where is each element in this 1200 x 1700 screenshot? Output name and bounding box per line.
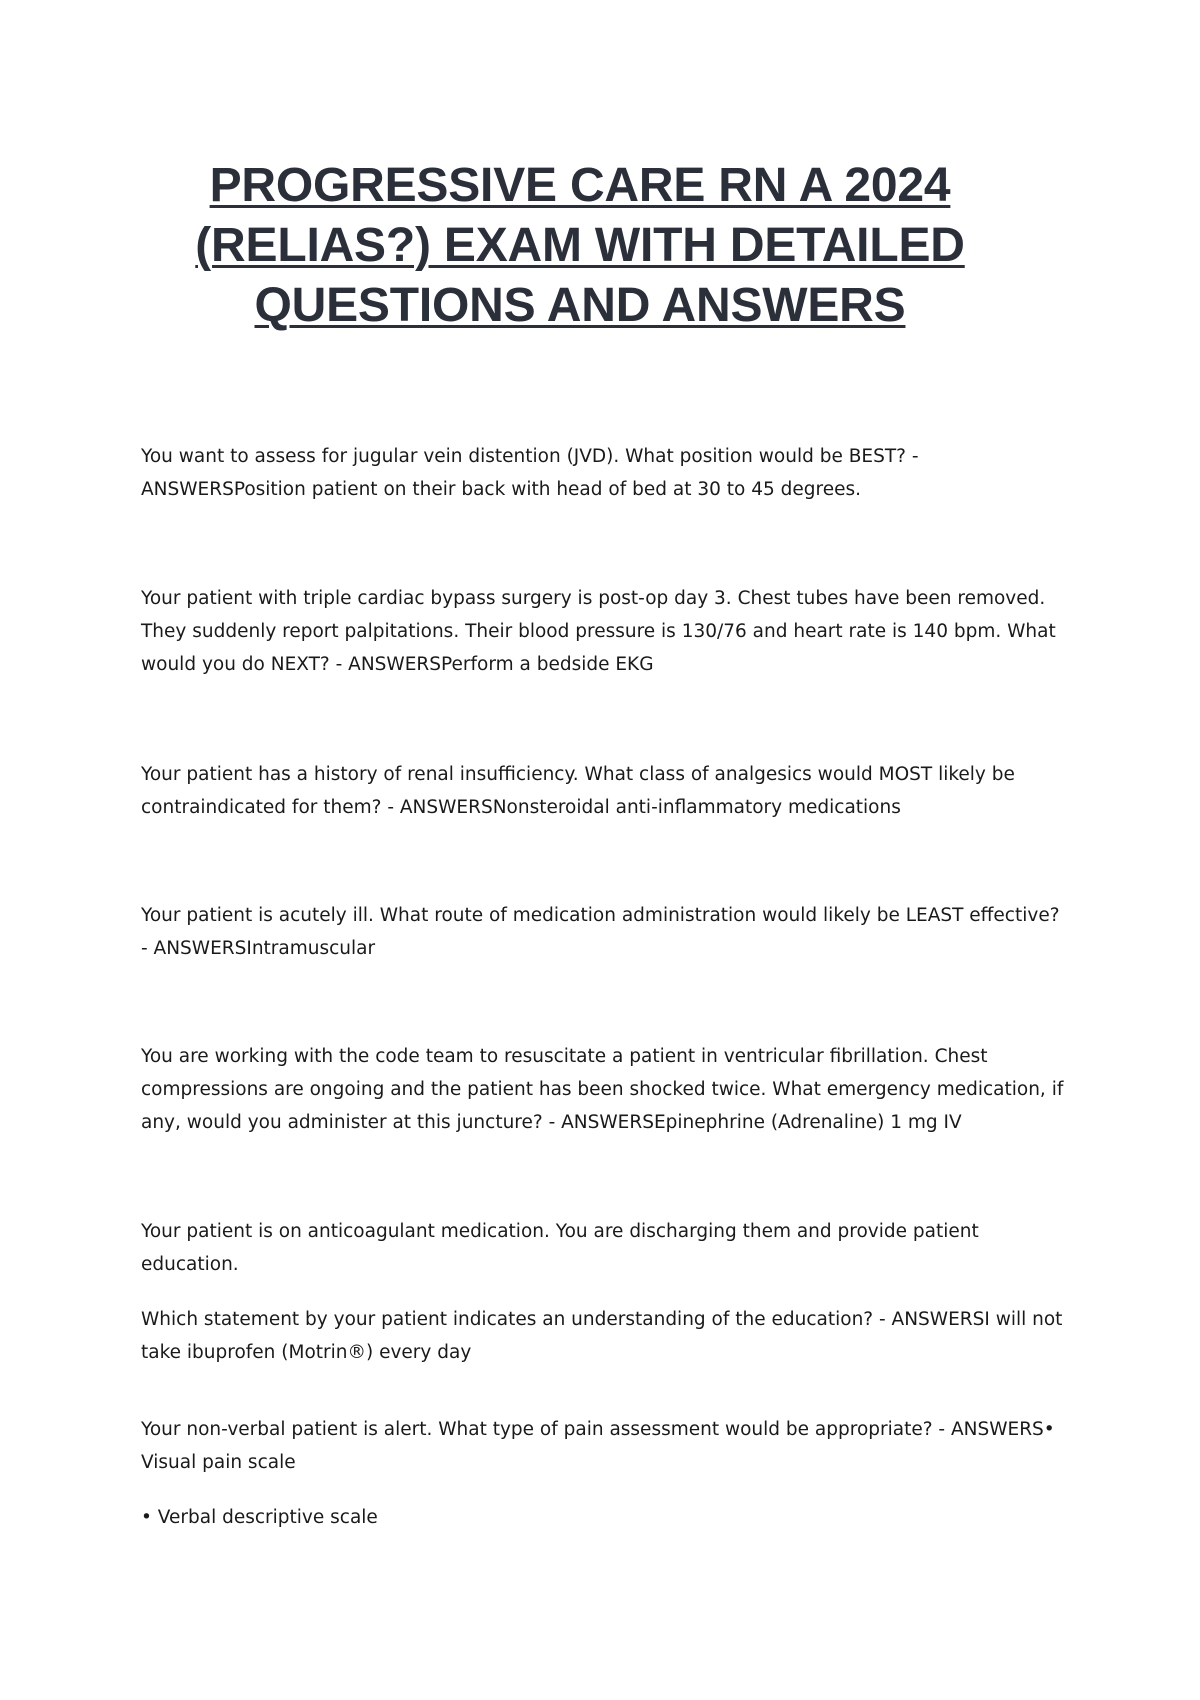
qa-text: Your patient with triple cardiac bypass surgery is post-op day 3. Chest tubes have been removed. They suddenly report palpitations. Their blood pressure is 130/76 and heart rate is 140 bpm. What would you do NEXT? - ANSWERSPerform a bedside EKG: [141, 588, 1056, 675]
qa-item-palpitations: [141, 582, 1071, 681]
qa-text: Your patient is on anticoagulant medication. You are discharging them and provide patient education.: [141, 1221, 979, 1275]
qa-item-pain-assessment: [141, 1413, 1071, 1534]
qa-item-medication-route: [141, 899, 1071, 965]
qa-text: You are working with the code team to resuscitate a patient in ventricular fibrillation. Chest compressions are ongoing and the patient has been shocked twice. What emergency medication, if any, would you administer at this juncture? - ANSWERSEpinephrine (Adrenaline) 1 mg IV: [141, 1046, 1064, 1133]
qa-text: Your patient has a history of renal insufficiency. What class of analgesics would MOST likely be contraindicated for them? - ANSWERSNonsteroidal anti-inflammatory medications: [141, 764, 1015, 818]
document-title: [0, 156, 1160, 336]
qa-text: Which statement by your patient indicates an understanding of the education? - ANSWERSI will not take ibuprofen (Motrin®) every day: [141, 1309, 1063, 1363]
qa-text: Your patient is acutely ill. What route of medication administration would likely be LEAST effective? - ANSWERSIntramuscular: [141, 905, 1060, 959]
title-line-3: QUESTIONS AND ANSWERS: [254, 279, 906, 332]
qa-item-anticoagulant: [141, 1215, 1071, 1369]
qa-text: Your non-verbal patient is alert. What type of pain assessment would be appropriate? - ANSWERS• Visual pain scale: [141, 1419, 1055, 1473]
qa-bullet: • Verbal descriptive scale: [141, 1507, 378, 1528]
qa-item-jvd-position: [141, 440, 1071, 506]
qa-item-renal-analgesics: [141, 758, 1071, 824]
qa-item-code-team: [141, 1040, 1071, 1139]
qa-text: You want to assess for jugular vein distention (JVD). What position would be BEST? - ANSWERSPosition patient on their back with head of bed at 30 to 45 degrees.: [141, 446, 919, 500]
title-line-2: (RELIAS?) EXAM WITH DETAILED: [195, 219, 965, 272]
title-line-1: PROGRESSIVE CARE RN A 2024: [209, 159, 951, 212]
